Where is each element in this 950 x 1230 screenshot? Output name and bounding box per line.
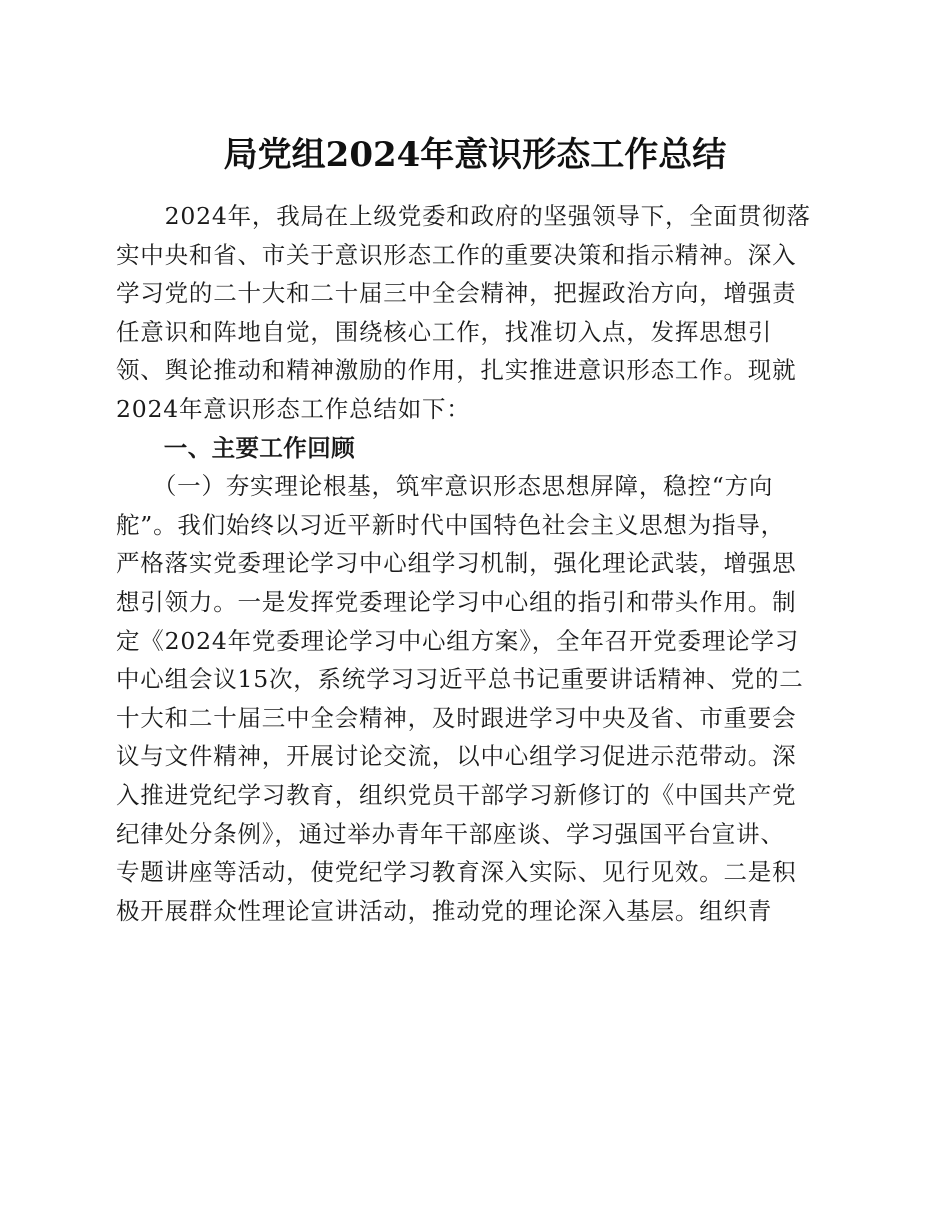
body-line: （一）夯实理论根基，筑牢意识形态思想屏障，稳控“方向 xyxy=(116,472,774,501)
body-line: 学习党的二十大和二十届三中全会精神，把握政治方向，增强责 xyxy=(116,279,797,308)
body-line: 领、舆论推动和精神激励的作用，扎实推进意识形态工作。现就 xyxy=(116,356,797,385)
body-line: 实中央和省、市关于意识形态工作的重要决策和指示精神。深入 xyxy=(116,240,797,269)
body-line: 2024年意识形态工作总结如下： xyxy=(116,394,471,423)
body-line: 中心组会议15次，系统学习习近平总书记重要讲话精神、党的二 xyxy=(116,665,804,694)
body-line: 极开展群众性理论宣讲活动，推动党的理论深入基层。组织青 xyxy=(116,896,773,925)
body-line: 专题讲座等活动，使党纪学习教育深入实际、见行见效。二是积 xyxy=(116,858,797,887)
body-line: 定《2024年党委理论学习中心组方案》，全年召开党委理论学习 xyxy=(116,626,800,655)
body-line: 想引领力。一是发挥党委理论学习中心组的指引和带头作用。制 xyxy=(116,587,797,616)
body-line: 入推进党纪学习教育，组织党员干部学习新修订的《中国共产党 xyxy=(116,780,797,809)
body-line: 舵”。我们始终以习近平新时代中国特色社会主义思想为指导， xyxy=(116,510,785,539)
document-body xyxy=(116,197,826,930)
body-line: 议与文件精神，开展讨论交流，以中心组学习促进示范带动。深 xyxy=(116,742,797,771)
body-line: 严格落实党委理论学习中心组学习机制，强化理论武装，增强思 xyxy=(116,549,797,578)
body-line: 十大和二十届三中全会精神，及时跟进学习中央及省、市重要会 xyxy=(116,703,797,732)
section-heading: 一、主要工作回顾 xyxy=(116,433,355,462)
body-line: 任意识和阵地自觉，围绕核心工作，找准切入点，发挥思想引 xyxy=(116,317,773,346)
body-line: 纪律处分条例》，通过举办青年干部座谈、学习强国平台宣讲、 xyxy=(116,819,785,848)
document-title: 局党组2024年意识形态工作总结 xyxy=(223,135,727,175)
body-line: 2024年，我局在上级党委和政府的坚强领导下，全面贯彻落 xyxy=(116,202,811,230)
